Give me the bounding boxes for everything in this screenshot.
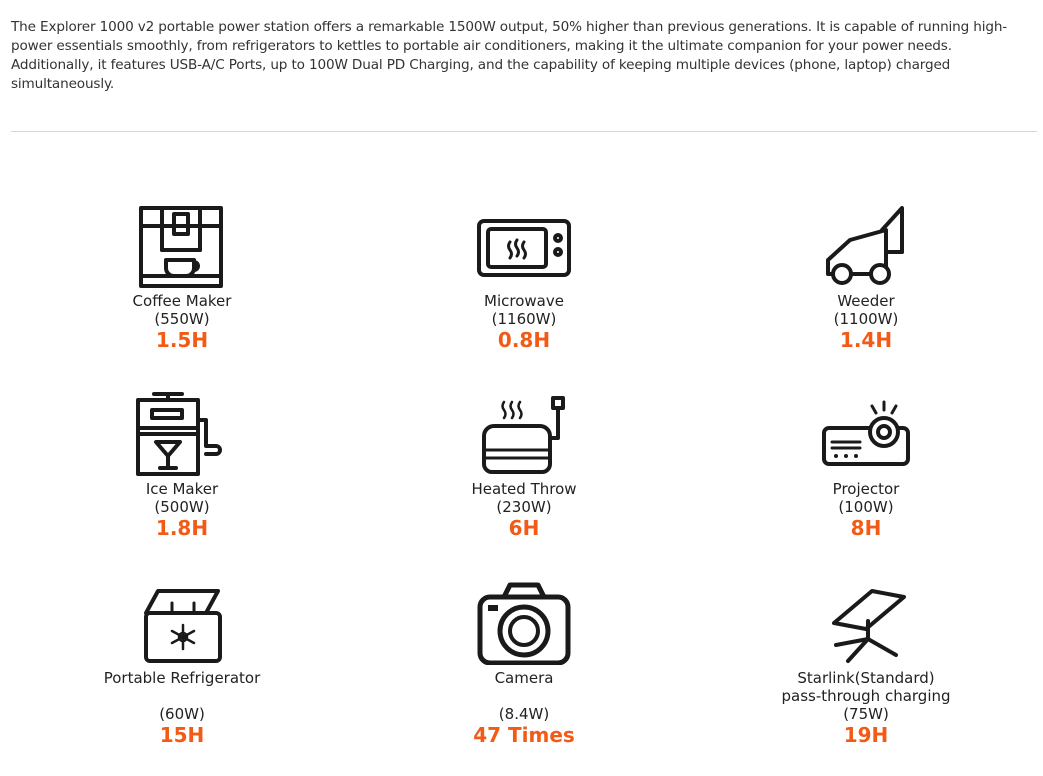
appliance-runtime: 1.4H xyxy=(839,328,893,352)
appliance-name: Projector xyxy=(832,480,900,498)
appliance-card-ice-maker xyxy=(32,392,332,540)
appliance-runtime: 8H xyxy=(850,516,882,540)
camera-icon xyxy=(474,581,574,665)
projector-icon xyxy=(816,392,916,476)
appliance-runtime: 1.8H xyxy=(155,516,209,540)
heated-throw-icon xyxy=(474,392,574,476)
appliance-runtime: 15H xyxy=(159,723,205,747)
appliance-name: Heated Throw xyxy=(471,480,577,498)
appliance-name: Camera xyxy=(494,669,554,687)
appliance-name: Coffee Maker xyxy=(132,292,232,310)
starlink-icon xyxy=(816,581,916,665)
appliance-card-microwave xyxy=(374,204,674,352)
appliance-runtime: 47 Times xyxy=(473,723,575,747)
appliance-watts: (75W) xyxy=(843,705,889,723)
appliance-card-weeder xyxy=(716,204,1016,352)
appliance-watts: (8.4W) xyxy=(498,705,550,723)
appliance-watts: (500W) xyxy=(154,498,210,516)
appliance-watts: (230W) xyxy=(496,498,552,516)
appliance-card-camera xyxy=(374,581,674,747)
appliance-name: Portable Refrigerator xyxy=(103,669,261,687)
appliance-card-projector xyxy=(716,392,1016,540)
appliance-card-coffee-maker xyxy=(32,204,332,352)
appliance-card-heated-throw xyxy=(374,392,674,540)
intro-paragraph: The Explorer 1000 v2 portable power station offers a remarkable 1500W output, 50% higher than previous generations. It is capable of running high-power essentials smoothly, from refrigerators to kettles to portable air conditioners, making it the ultimate companion for your power needs. Additionally, it features USB-A/C Ports, up to 100W Dual PD Charging, and the capability of keeping multiple devices (phone, laptop) charged simultaneously. xyxy=(11,19,1008,92)
appliance-watts: (550W) xyxy=(154,310,210,328)
ice-maker-icon xyxy=(132,392,232,476)
appliance-runtime: 6H xyxy=(508,516,540,540)
appliance-runtime: 19H xyxy=(843,723,889,747)
appliance-name: Ice Maker xyxy=(145,480,219,498)
appliance-watts: (1100W) xyxy=(833,310,899,328)
appliance-runtime: 0.8H xyxy=(497,328,551,352)
weeder-icon xyxy=(816,204,916,288)
appliance-name: Weeder xyxy=(837,292,895,310)
appliance-watts: (100W) xyxy=(838,498,894,516)
appliance-runtime: 1.5H xyxy=(155,328,209,352)
portable-refrigerator-icon xyxy=(132,581,232,665)
appliance-watts: (1160W) xyxy=(491,310,557,328)
appliance-card-starlink xyxy=(716,581,1016,747)
coffee-maker-icon xyxy=(132,204,232,288)
appliance-card-portable-refrigerator xyxy=(32,581,332,747)
microwave-icon xyxy=(474,204,574,288)
appliance-name: Microwave xyxy=(484,292,564,310)
appliance-watts: (60W) xyxy=(159,705,205,723)
appliance-name: Starlink(Standard) pass-through charging xyxy=(781,669,951,705)
